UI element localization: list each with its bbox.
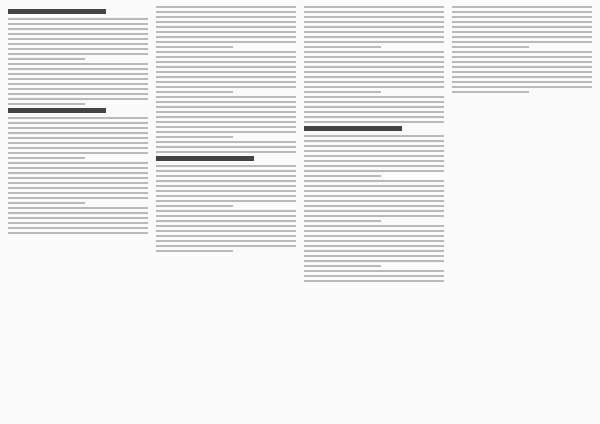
text-line-placeholder [156,36,296,38]
text-line-placeholder [8,73,148,75]
text-line-placeholder [156,6,296,8]
text-line-placeholder [8,117,148,119]
text-line-placeholder [452,71,592,73]
text-line-placeholder [304,101,444,103]
text-line-placeholder [452,61,592,63]
text-line-placeholder [304,265,381,267]
text-line-placeholder [8,172,148,174]
text-line-placeholder [8,232,148,234]
text-line-placeholder [156,61,296,63]
text-lines-placeholder [8,18,148,105]
text-line-placeholder [304,275,444,277]
text-line-placeholder [8,132,148,134]
text-line-placeholder [156,101,296,103]
text-line-placeholder [8,217,148,219]
text-line-placeholder [8,53,148,55]
section-heading [8,108,106,113]
text-line-placeholder [156,11,296,13]
text-line-placeholder [8,48,148,50]
text-line-placeholder [452,6,592,8]
text-line-placeholder [304,11,444,13]
text-line-placeholder [304,180,444,182]
text-line-placeholder [304,86,444,88]
text-line-placeholder [304,81,444,83]
text-line-placeholder [452,16,592,18]
text-line-placeholder [8,127,148,129]
text-line-placeholder [304,31,444,33]
text-line-placeholder [304,51,444,53]
text-line-placeholder [8,33,148,35]
text-line-placeholder [452,56,592,58]
text-line-placeholder [156,51,296,53]
text-line-placeholder [156,146,296,148]
text-line-placeholder [156,175,296,177]
text-line-placeholder [452,66,592,68]
text-line-placeholder [8,103,85,105]
text-line-placeholder [8,68,148,70]
text-column-2 [156,6,296,418]
text-line-placeholder [8,88,148,90]
text-line-placeholder [304,270,444,272]
text-line-placeholder [8,182,148,184]
text-column-4 [452,6,592,418]
text-line-placeholder [304,225,444,227]
text-line-placeholder [452,41,592,43]
text-line-placeholder [156,16,296,18]
text-line-placeholder [304,260,444,262]
text-line-placeholder [156,250,233,252]
text-line-placeholder [156,121,296,123]
text-line-placeholder [452,86,592,88]
text-line-placeholder [304,76,444,78]
text-line-placeholder [156,195,296,197]
text-lines-placeholder [304,6,444,123]
text-line-placeholder [8,157,85,159]
text-line-placeholder [156,235,296,237]
text-line-placeholder [304,155,444,157]
text-line-placeholder [452,21,592,23]
text-line-placeholder [156,245,296,247]
text-line-placeholder [8,152,148,154]
section-heading [156,156,254,161]
text-line-placeholder [156,220,296,222]
text-line-placeholder [8,18,148,20]
text-line-placeholder [8,202,85,204]
text-line-placeholder [304,170,444,172]
text-line-placeholder [156,111,296,113]
text-line-placeholder [304,46,381,48]
text-line-placeholder [304,185,444,187]
text-line-placeholder [452,81,592,83]
text-line-placeholder [8,212,148,214]
text-line-placeholder [8,147,148,149]
text-line-placeholder [8,137,148,139]
text-line-placeholder [156,205,233,207]
text-line-placeholder [156,230,296,232]
text-line-placeholder [8,43,148,45]
text-line-placeholder [156,210,296,212]
text-line-placeholder [156,21,296,23]
text-line-placeholder [304,106,444,108]
text-line-placeholder [8,177,148,179]
text-line-placeholder [304,16,444,18]
text-line-placeholder [8,227,148,229]
text-line-placeholder [304,61,444,63]
text-line-placeholder [156,106,296,108]
text-lines-placeholder [452,6,592,93]
text-line-placeholder [156,180,296,182]
text-line-placeholder [304,66,444,68]
text-line-placeholder [8,192,148,194]
text-lines-placeholder [8,117,148,234]
text-line-placeholder [452,26,592,28]
text-line-placeholder [452,31,592,33]
text-line-placeholder [304,111,444,113]
text-line-placeholder [8,58,85,60]
text-line-placeholder [156,225,296,227]
text-line-placeholder [156,76,296,78]
text-line-placeholder [304,255,444,257]
text-line-placeholder [156,96,296,98]
text-line-placeholder [8,63,148,65]
text-line-placeholder [156,66,296,68]
text-line-placeholder [304,6,444,8]
text-line-placeholder [156,200,296,202]
text-line-placeholder [304,121,444,123]
text-line-placeholder [304,150,444,152]
text-line-placeholder [304,21,444,23]
text-line-placeholder [304,140,444,142]
text-line-placeholder [156,81,296,83]
text-line-placeholder [156,131,296,133]
text-line-placeholder [156,71,296,73]
text-column-3 [304,6,444,418]
text-line-placeholder [8,187,148,189]
text-line-placeholder [8,222,148,224]
text-line-placeholder [8,122,148,124]
text-line-placeholder [452,46,529,48]
text-line-placeholder [304,36,444,38]
text-line-placeholder [304,190,444,192]
text-line-placeholder [156,190,296,192]
text-line-placeholder [304,56,444,58]
text-line-placeholder [156,165,296,167]
text-line-placeholder [304,165,444,167]
text-line-placeholder [304,250,444,252]
text-line-placeholder [304,235,444,237]
section-heading [304,126,402,131]
text-line-placeholder [156,56,296,58]
text-line-placeholder [304,160,444,162]
text-line-placeholder [8,207,148,209]
text-line-placeholder [304,210,444,212]
text-line-placeholder [304,215,444,217]
text-line-placeholder [452,11,592,13]
text-line-placeholder [304,26,444,28]
text-line-placeholder [156,26,296,28]
text-line-placeholder [452,91,529,93]
text-line-placeholder [304,195,444,197]
text-line-placeholder [156,215,296,217]
text-line-placeholder [8,78,148,80]
text-line-placeholder [156,126,296,128]
text-line-placeholder [304,91,381,93]
text-line-placeholder [304,200,444,202]
text-line-placeholder [8,162,148,164]
text-line-placeholder [156,240,296,242]
text-line-placeholder [156,136,233,138]
text-line-placeholder [304,135,444,137]
text-column-1 [8,6,148,418]
text-line-placeholder [8,197,148,199]
text-line-placeholder [156,46,233,48]
section-heading [8,9,106,14]
text-line-placeholder [452,36,592,38]
text-line-placeholder [156,31,296,33]
text-line-placeholder [304,280,444,282]
text-line-placeholder [452,51,592,53]
text-line-placeholder [156,185,296,187]
text-line-placeholder [304,116,444,118]
text-line-placeholder [304,245,444,247]
text-line-placeholder [156,91,233,93]
text-line-placeholder [304,41,444,43]
text-line-placeholder [156,116,296,118]
text-line-placeholder [304,220,381,222]
text-line-placeholder [156,41,296,43]
text-line-placeholder [156,86,296,88]
text-line-placeholder [156,151,296,153]
text-line-placeholder [8,83,148,85]
text-line-placeholder [8,23,148,25]
text-lines-placeholder [156,6,296,153]
text-line-placeholder [304,175,381,177]
text-line-placeholder [304,240,444,242]
text-lines-placeholder [304,135,444,282]
text-line-placeholder [452,76,592,78]
text-line-placeholder [304,71,444,73]
text-line-placeholder [304,205,444,207]
text-line-placeholder [304,230,444,232]
text-lines-placeholder [156,165,296,252]
text-line-placeholder [8,38,148,40]
text-line-placeholder [8,98,148,100]
text-line-placeholder [8,28,148,30]
text-line-placeholder [304,145,444,147]
text-line-placeholder [8,93,148,95]
text-line-placeholder [304,96,444,98]
text-line-placeholder [8,142,148,144]
text-line-placeholder [8,167,148,169]
text-line-placeholder [156,141,296,143]
text-line-placeholder [156,170,296,172]
